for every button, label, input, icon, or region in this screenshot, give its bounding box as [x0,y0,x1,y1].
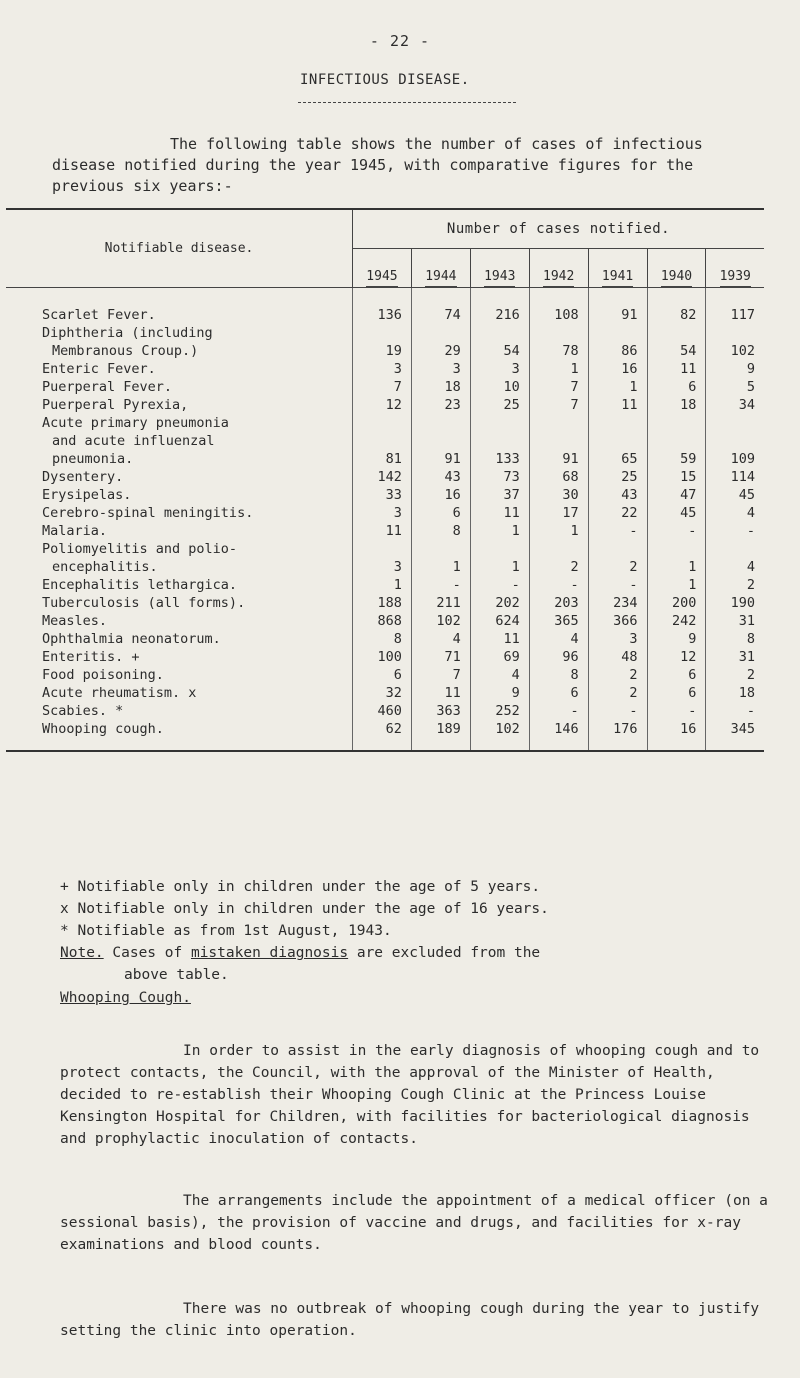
year-header [470,249,529,288]
case-count-cell: 1 [470,540,529,576]
note-text-pre: Cases of [103,945,191,961]
case-count-cell: - [647,702,706,720]
case-count-cell: 69 [470,648,529,666]
case-count-cell: 9 [647,630,706,648]
case-count-cell: 202 [470,594,529,612]
case-count-cell: 62 [353,720,412,751]
disease-name-line: encephalitis. [52,559,158,575]
case-count-cell: 12 [647,648,706,666]
case-count-cell: 102 [470,720,529,751]
case-count-cell: 6 [647,666,706,684]
case-count-cell: - [529,702,588,720]
case-count-cell: 16 [411,486,470,504]
spacer-cell [588,288,647,307]
case-count-cell: 9 [470,684,529,702]
footnote-cross: x Notifiable only in children under the age of 16 years. [60,901,549,917]
case-count-cell: 6 [353,666,412,684]
case-count-cell: 8 [529,666,588,684]
case-count-cell: 109 [706,414,764,468]
spacer-cell [529,288,588,307]
disease-name-cell [6,522,353,540]
case-count-cell: 234 [588,594,647,612]
case-count-cell: 100 [353,648,412,666]
table-row [6,324,764,360]
case-count-cell: 32 [353,684,412,702]
case-count-cell: 1 [529,522,588,540]
disease-name-cell [6,720,353,751]
disease-name-line: Cerebro-spinal meningitis. [42,505,254,521]
case-count-cell: 1 [470,522,529,540]
table-row [6,648,764,666]
case-count-cell: 363 [411,702,470,720]
year-header [588,249,647,288]
case-count-cell: 82 [647,306,706,324]
case-count-cell: 188 [353,594,412,612]
case-count-cell: 16 [588,360,647,378]
disease-name-cell [6,630,353,648]
disease-name-cell [6,612,353,630]
disease-name-line: Enteritis. + [42,649,140,665]
table-row [6,486,764,504]
whooping-cough-title: Whooping Cough. [60,990,191,1006]
case-count-cell: 4 [706,504,764,522]
case-count-cell: 9 [706,360,764,378]
case-count-cell: 1 [647,576,706,594]
case-count-cell: - [470,576,529,594]
spacer-cell [353,288,412,307]
table-row [6,702,764,720]
case-count-cell: 117 [706,306,764,324]
case-count-cell: 133 [470,414,529,468]
disease-name-cell [6,486,353,504]
disease-name-line: Malaria. [42,523,108,539]
case-count-cell: 3 [588,630,647,648]
page-number: - 22 - [369,32,431,50]
note-text-post: are excluded from the [348,945,541,961]
case-count-cell: - [411,576,470,594]
case-count-cell: 45 [647,504,706,522]
disease-name-line: Scarlet Fever. [42,307,156,323]
year-header-label: 1940 [661,269,692,287]
table-row [6,360,764,378]
case-count-cell: 11 [647,360,706,378]
case-count-cell: - [588,702,647,720]
case-count-cell: 345 [706,720,764,751]
footnotes [60,876,780,986]
table-body [6,288,764,752]
case-count-cell: 4 [411,630,470,648]
year-header [706,249,764,288]
table-row [6,630,764,648]
page-heading: INFECTIOUS DISEASE. [300,72,470,88]
case-count-cell: - [706,702,764,720]
case-count-cell: 8 [353,630,412,648]
disease-name-cell [6,666,353,684]
case-count-cell: 190 [706,594,764,612]
spacer-cell [411,288,470,307]
case-count-cell: 3 [411,360,470,378]
case-count-cell: 3 [353,504,412,522]
case-count-cell: - [647,522,706,540]
disease-name-line: Puerperal Fever. [42,379,173,395]
case-count-cell: 4 [706,540,764,576]
case-count-cell: 108 [529,306,588,324]
case-count-cell: 71 [411,648,470,666]
note-text-continued: above table. [124,967,229,983]
case-count-cell: 1 [529,360,588,378]
disease-name-line: Encephalitis lethargica. [42,577,238,593]
case-count-cell: 6 [529,684,588,702]
disease-name-line: Puerperal Pyrexia, [42,397,189,413]
case-count-cell: 96 [529,648,588,666]
case-count-cell: 48 [588,648,647,666]
case-count-cell: 11 [588,396,647,414]
footnote-star: * Notifiable as from 1st August, 1943. [60,923,392,939]
disease-name-cell [6,468,353,486]
spacer-cell [470,288,529,307]
note-label: Note. [60,945,104,961]
case-count-cell: 3 [353,360,412,378]
year-header-label: 1944 [425,269,456,287]
spacer-cell [6,288,353,307]
disease-name-cell [6,414,353,468]
year-header [411,249,470,288]
case-count-cell: 74 [411,306,470,324]
table-row [6,522,764,540]
case-count-cell: 43 [588,486,647,504]
year-header [647,249,706,288]
heading-underline [298,102,516,103]
whooping-paragraph-1: In order to assist in the early diagnosis of whooping cough and to protect contacts, the Council, with the approval of the Minister of Health, decided to re-establish their Whooping Cough Clinic at the Princess Louise Kensington Hospital for Children, with facilities for bacteriological diagnosis and prophylactic inoculation of contacts. [60,1043,760,1147]
spacer-cell [706,288,764,307]
table-row [6,396,764,414]
case-count-cell: 7 [529,396,588,414]
footnote-note [60,942,780,986]
case-count-cell: 176 [588,720,647,751]
cases-group-header: Number of cases notified. [353,209,765,249]
case-count-cell: 23 [411,396,470,414]
disease-name-line: Tuberculosis (all forms). [42,595,246,611]
table-row [6,468,764,486]
case-count-cell: 25 [588,468,647,486]
disease-name-line: Acute rheumatism. x [42,685,197,701]
case-count-cell: 4 [470,666,529,684]
case-count-cell: 4 [529,630,588,648]
disease-name-cell [6,648,353,666]
case-count-cell: 11 [411,684,470,702]
table-row [6,414,764,468]
note-text-underlined: mistaken diagnosis [190,945,349,961]
table-row [6,378,764,396]
disease-name-cell [6,576,353,594]
spacer-cell [647,288,706,307]
case-count-cell: 7 [529,378,588,396]
intro-paragraph: The following table shows the number of cases of infectious disease notified during the year 1945, with comparative figures for the previous six years:- [52,135,703,195]
case-count-cell: 1 [588,378,647,396]
case-count-cell: 19 [353,324,412,360]
case-count-cell: 102 [411,612,470,630]
case-count-cell: 65 [588,414,647,468]
disease-name-cell [6,504,353,522]
case-count-cell: - [706,522,764,540]
case-count-cell: 18 [411,378,470,396]
disease-name-line: Whooping cough. [42,721,164,737]
case-count-cell: 11 [470,504,529,522]
case-count-cell: 91 [411,414,470,468]
case-count-cell: 2 [706,576,764,594]
case-count-cell: 8 [706,630,764,648]
case-count-cell: 45 [706,486,764,504]
case-count-cell: 78 [529,324,588,360]
table-row [6,684,764,702]
disease-name-cell [6,378,353,396]
case-count-cell: 34 [706,396,764,414]
whooping-paragraph-3: There was no outbreak of whooping cough during the year to justify setting the clinic into operation. [60,1301,760,1339]
case-count-cell: 29 [411,324,470,360]
case-count-cell: 6 [647,378,706,396]
case-count-cell: 6 [647,684,706,702]
case-count-cell: - [588,522,647,540]
disease-name-cell [6,684,353,702]
case-count-cell: 30 [529,486,588,504]
year-header-label: 1942 [543,269,574,287]
case-count-cell: 203 [529,594,588,612]
case-count-cell: 136 [353,306,412,324]
case-count-cell: 6 [411,504,470,522]
case-count-cell: 2 [706,666,764,684]
case-count-cell: 868 [353,612,412,630]
case-count-cell: - [529,576,588,594]
case-count-cell: 10 [470,378,529,396]
case-count-cell: 47 [647,486,706,504]
whooping-paragraph-2: The arrangements include the appointment of a medical officer (on a sessional basis), the provision of vaccine and drugs, and facilities for x-ray examinations and blood counts. [60,1193,768,1253]
disease-name-line: Scabies. * [42,703,124,719]
disease-name-line: Ophthalmia neonatorum. [42,631,221,647]
case-count-cell: 3 [353,540,412,576]
case-count-cell: 22 [588,504,647,522]
disease-name-line: Erysipelas. [42,487,132,503]
case-count-cell: 114 [706,468,764,486]
disease-name-cell [6,594,353,612]
case-count-cell: 15 [647,468,706,486]
case-count-cell: 68 [529,468,588,486]
year-header-label: 1939 [720,269,751,287]
case-count-cell: 366 [588,612,647,630]
year-header-label: 1945 [366,269,397,287]
disease-name-line: Poliomyelitis and polio- [42,541,238,557]
case-count-cell: 3 [470,360,529,378]
case-count-cell: 211 [411,594,470,612]
table-row [6,666,764,684]
disease-name-cell [6,540,353,576]
disease-name-cell [6,324,353,360]
case-count-cell: 17 [529,504,588,522]
case-count-cell: 11 [470,630,529,648]
case-count-cell: 365 [529,612,588,630]
case-count-cell: 91 [588,306,647,324]
case-count-cell: 91 [529,414,588,468]
cases-table-container [6,208,764,752]
year-header-label: 1941 [602,269,633,287]
case-count-cell: 18 [647,396,706,414]
year-header [353,249,412,288]
case-count-cell: 142 [353,468,412,486]
case-count-cell: 7 [353,378,412,396]
case-count-cell: 1 [353,576,412,594]
case-count-cell: 33 [353,486,412,504]
disease-name-line: Acute primary pneumonia [42,415,229,431]
case-count-cell: 7 [411,666,470,684]
disease-name-line: pneumonia. [52,451,134,467]
case-count-cell: 216 [470,306,529,324]
disease-name-line: Membranous Croup.) [52,343,199,359]
case-count-cell: 25 [470,396,529,414]
case-count-cell: 5 [706,378,764,396]
case-count-cell: 2 [588,666,647,684]
case-count-cell: 189 [411,720,470,751]
table-row [6,540,764,576]
case-count-cell: 1 [411,540,470,576]
case-count-cell: 146 [529,720,588,751]
year-header [529,249,588,288]
case-count-cell: 18 [706,684,764,702]
disease-name-line: Measles. [42,613,108,629]
case-count-cell: 16 [647,720,706,751]
disease-name-cell [6,702,353,720]
case-count-cell: 2 [588,540,647,576]
case-count-cell: 54 [647,324,706,360]
disease-name-cell [6,396,353,414]
disease-column-header: Notifiable disease. [6,209,353,288]
table-row [6,576,764,594]
case-count-cell: 31 [706,648,764,666]
case-count-cell: 86 [588,324,647,360]
case-count-cell: 8 [411,522,470,540]
table-spacer-row [6,288,764,307]
table-row [6,504,764,522]
table-row [6,594,764,612]
table-row [6,720,764,751]
case-count-cell: 252 [470,702,529,720]
case-count-cell: 73 [470,468,529,486]
case-count-cell: 242 [647,612,706,630]
disease-name-cell [6,360,353,378]
case-count-cell: 54 [470,324,529,360]
disease-name-line: Dysentery. [42,469,124,485]
case-count-cell: 1 [647,540,706,576]
case-count-cell: 2 [588,684,647,702]
table-row [6,612,764,630]
disease-name-line: Food poisoning. [42,667,164,683]
case-count-cell: 624 [470,612,529,630]
case-count-cell: 200 [647,594,706,612]
case-count-cell: 11 [353,522,412,540]
disease-name-line: Enteric Fever. [42,361,156,377]
table-row [6,306,764,324]
case-count-cell: 2 [529,540,588,576]
case-count-cell: 102 [706,324,764,360]
case-count-cell: 31 [706,612,764,630]
case-count-cell: 43 [411,468,470,486]
case-count-cell: 37 [470,486,529,504]
disease-name-cell [6,306,353,324]
year-header-label: 1943 [484,269,515,287]
case-count-cell: 81 [353,414,412,468]
footnote-plus: + Notifiable only in children under the age of 5 years. [60,879,541,895]
disease-name-line: and acute influenzal [52,433,215,449]
case-count-cell: - [588,576,647,594]
case-count-cell: 460 [353,702,412,720]
case-count-cell: 12 [353,396,412,414]
disease-name-line: Diphtheria (including [42,325,213,341]
case-count-cell: 59 [647,414,706,468]
cases-table [6,208,764,752]
